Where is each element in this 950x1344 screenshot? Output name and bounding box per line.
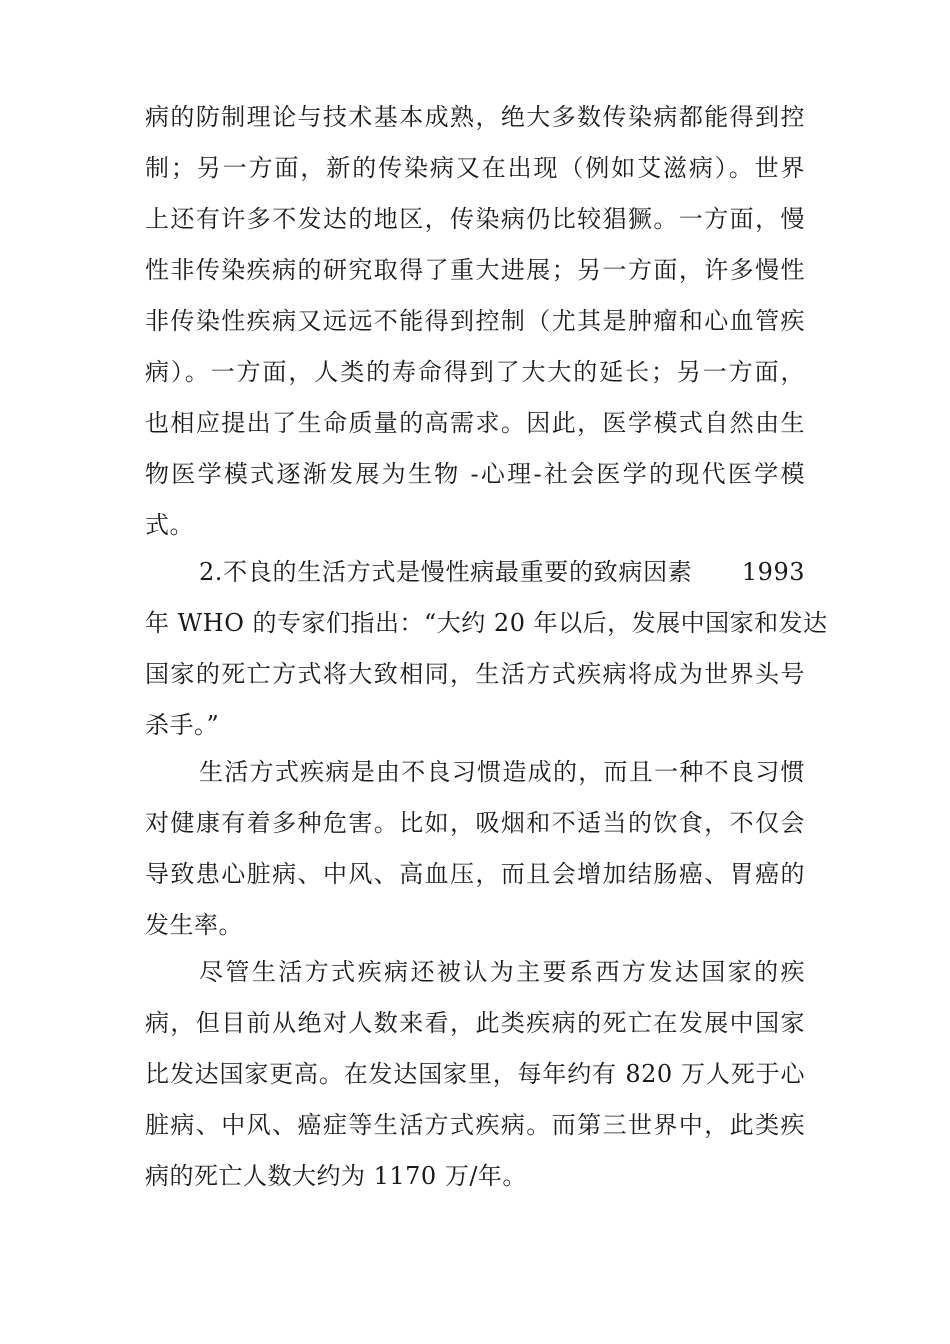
text-line: 也相应提出了生命质量的高需求。因此，医学模式自然由生: [145, 409, 805, 437]
text-line: 物医学模式逐渐发展为生物 -心理-社会医学的现代医学模: [145, 460, 805, 488]
text-line: 国家的死亡方式将大致相同，生活方式疾病将成为世界头号: [145, 660, 805, 688]
text-line: 性非传染疾病的研究取得了重大进展；另一方面，许多慢性: [145, 256, 805, 284]
text-line: 病）。一方面，人类的寿命得到了大大的延长；另一方面，: [145, 358, 805, 386]
text-line: 导致患心脏病、中风、高血压，而且会增加结肠癌、胃癌的: [145, 860, 805, 888]
text-line: 年 WHO 的专家们指出：“大约 20 年以后，发展中国家和发达: [145, 609, 828, 637]
text-line: 病，但目前从绝对人数来看，此类疾病的死亡在发展中国家: [145, 1009, 805, 1037]
section-heading-line: 2.不良的生活方式是慢性病最重要的致病因素 1993: [199, 558, 805, 586]
text-line: 病的防制理论与技术基本成熟，绝大多数传染病都能得到控: [145, 103, 805, 131]
text-line: 非传染性疾病又远远不能得到控制（尤其是肿瘤和心血管疾: [145, 307, 805, 335]
text-line: 上还有许多不发达的地区，传染病仍比较猖獗。一方面，慢: [145, 205, 805, 233]
text-line: 制；另一方面，新的传染病又在出现（例如艾滋病）。世界: [145, 154, 805, 182]
text-line: 杀手。”: [145, 711, 220, 739]
text-line: 对健康有着多种危害。比如，吸烟和不适当的饮食，不仅会: [145, 809, 805, 837]
text-line: 比发达国家更高。在发达国家里，每年约有 820 万人死于心: [145, 1060, 805, 1088]
text-line: 式。: [145, 511, 194, 539]
text-line: 发生率。: [145, 911, 243, 939]
text-line: 脏病、中风、癌症等生活方式疾病。而第三世界中，此类疾: [145, 1111, 805, 1139]
paragraph-first-line: 尽管生活方式疾病还被认为主要系西方发达国家的疾: [199, 958, 805, 986]
text-line: 病的死亡人数大约为 1170 万/年。: [145, 1162, 527, 1190]
paragraph-first-line: 生活方式疾病是由不良习惯造成的，而且一种不良习惯: [199, 758, 805, 786]
